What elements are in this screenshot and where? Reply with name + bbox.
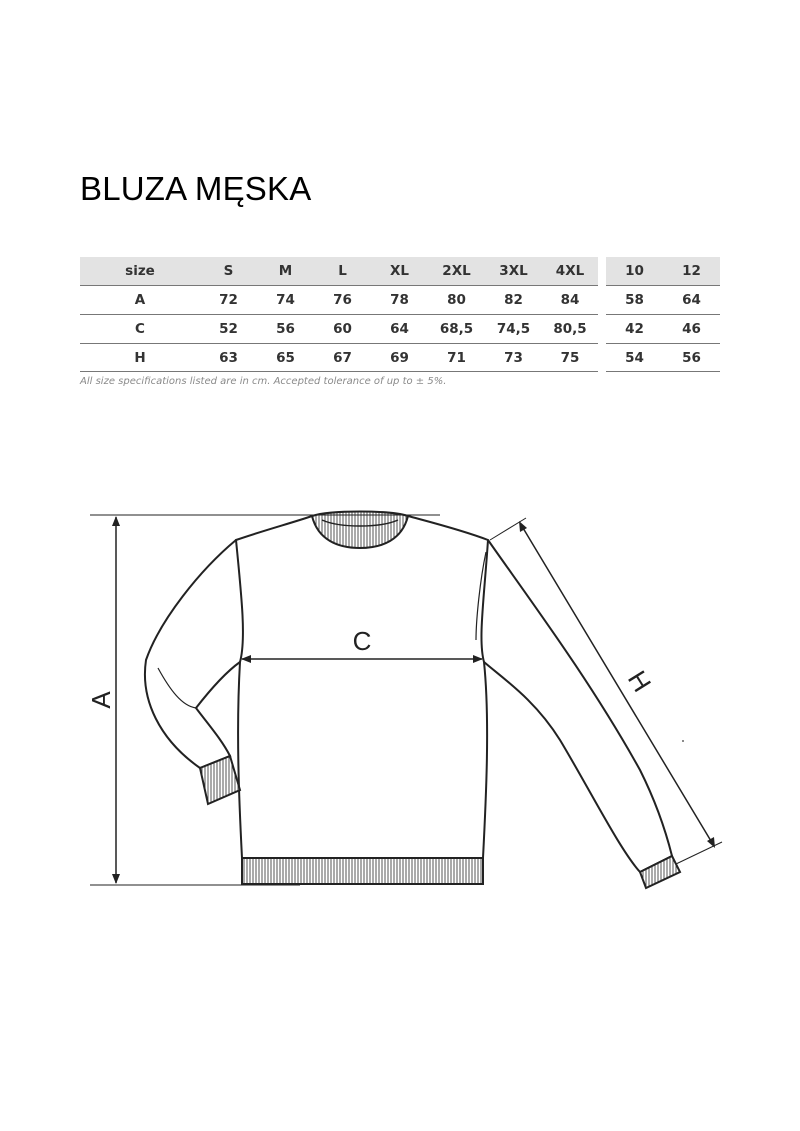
table-cell: 42 xyxy=(625,321,644,337)
left-cuff-rib xyxy=(200,756,240,804)
table-header-cell: 4XL xyxy=(555,263,585,279)
table-header-cell: S xyxy=(223,263,234,279)
table-cell: 69 xyxy=(390,350,409,366)
table-cell: 82 xyxy=(504,292,523,308)
table-cell: 75 xyxy=(560,350,580,366)
table-cell: 80,5 xyxy=(553,321,587,337)
left-sleeve-outline xyxy=(145,540,240,768)
table-cell: 72 xyxy=(219,292,238,308)
dimension-h-line xyxy=(520,523,714,846)
table-cell: 63 xyxy=(219,350,238,366)
table-row-label: H xyxy=(134,350,146,366)
dimension-h-label: H xyxy=(621,665,658,698)
table-header-cell: L xyxy=(338,263,347,279)
table-cell: 71 xyxy=(447,350,466,366)
dimension-h-arrow-top xyxy=(519,521,527,532)
table-row-label: A xyxy=(134,292,146,308)
table-cell: 65 xyxy=(276,350,295,366)
table-cell: 54 xyxy=(625,350,644,366)
table-row-label: C xyxy=(135,321,145,337)
dimension-c-arrow-left xyxy=(241,655,251,663)
collar-rib xyxy=(312,512,408,549)
table-cell: 76 xyxy=(333,292,352,308)
table-cell: 78 xyxy=(390,292,409,308)
table-cell: 56 xyxy=(276,321,295,337)
table-cell: 84 xyxy=(560,292,580,308)
dimension-a-label: A xyxy=(86,691,116,709)
table-header-cell: XL xyxy=(389,263,409,279)
table-cell: 52 xyxy=(219,321,238,337)
table-header-cell: 3XL xyxy=(499,263,528,279)
table-cell: 56 xyxy=(682,350,701,366)
table-header-cell: 2XL xyxy=(442,263,471,279)
table-cell: 74 xyxy=(276,292,295,308)
dimension-a-arrow-top xyxy=(112,516,120,526)
right-sleeve-outline xyxy=(484,540,672,872)
table-header-cell: 12 xyxy=(682,263,701,279)
right-cuff-rib xyxy=(640,856,680,888)
dimension-c-arrow-right xyxy=(473,655,483,663)
table-cell: 68,5 xyxy=(439,321,474,337)
table-cell: 64 xyxy=(682,292,701,308)
table-cell: 67 xyxy=(333,350,352,366)
dimension-a-arrow-bottom xyxy=(112,874,120,884)
stray-dot xyxy=(682,740,684,742)
table-cell: 58 xyxy=(625,292,644,308)
table-cell: 80 xyxy=(447,292,466,308)
dimension-c-label: C xyxy=(352,626,372,656)
table-header-cell: size xyxy=(125,263,155,279)
dimension-h-guide-bottom xyxy=(676,842,722,864)
table-cell: 74,5 xyxy=(496,321,531,337)
hem-rib xyxy=(242,858,483,884)
table-header-cell: 10 xyxy=(625,263,644,279)
dimension-h-arrow-bottom xyxy=(707,837,715,848)
table-cell: 60 xyxy=(333,321,352,337)
tolerance-note: All size specifications listed are in cm. Accepted tolerance of up to ± 5%. xyxy=(80,376,447,387)
table-cell: 73 xyxy=(504,350,523,366)
sweatshirt-body-outline xyxy=(236,516,488,858)
left-sleeve-crease xyxy=(158,668,196,708)
table-cell: 64 xyxy=(390,321,409,337)
table-cell: 46 xyxy=(682,321,701,337)
page-title: BLUZA MĘSKA xyxy=(80,170,312,207)
table-header-cell: M xyxy=(278,263,293,279)
